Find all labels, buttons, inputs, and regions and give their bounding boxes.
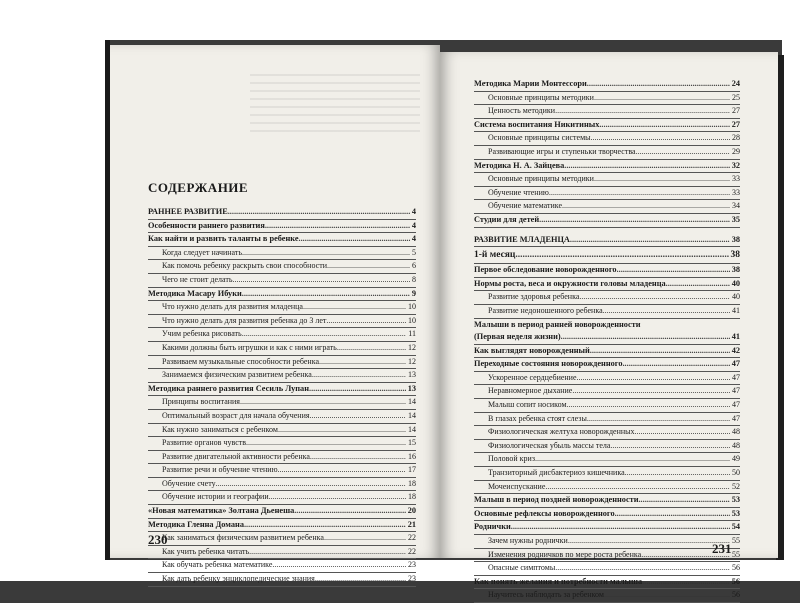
toc-entry-title: Ускоренное сердцебиение [488, 372, 577, 382]
toc-entry-page: 5 [412, 247, 416, 257]
toc-entry [474, 105, 740, 119]
toc-entry-page: 10 [408, 315, 416, 325]
toc-entry [474, 305, 740, 319]
toc-dot-leader [310, 451, 406, 464]
toc-entry-page: 56 [732, 590, 740, 600]
toc-entry-title: Принципы воспитания [162, 397, 240, 407]
toc-entry [148, 356, 416, 370]
toc-entry-page: 23 [408, 560, 416, 570]
toc-entry [474, 345, 740, 359]
toc-entry-page: 34 [732, 201, 740, 211]
toc-dot-leader [303, 301, 406, 314]
toc-dot-leader [617, 264, 730, 277]
toc-entry [148, 478, 416, 492]
toc-entry-title: Неравномерное дыхание [488, 386, 573, 396]
toc-entry-page: 11 [408, 329, 416, 339]
toc-entry-title: Первое обследование новорожденного [474, 265, 617, 275]
toc-dot-leader [535, 453, 730, 466]
toc-entry-page: 14 [408, 397, 416, 407]
toc-entry-title: Оптимальный возраст для начала обучения [162, 410, 310, 420]
toc-entry [148, 274, 416, 288]
toc-dot-leader [568, 535, 730, 548]
toc-entry-title: Как нужно заниматься с ребенком [162, 424, 278, 434]
toc-entry [474, 481, 740, 495]
toc-dot-leader [562, 200, 730, 213]
scan-background-right [782, 0, 800, 581]
toc-entry [474, 92, 740, 106]
toc-dot-leader [570, 234, 730, 247]
toc-entry-page: 38 [730, 250, 740, 261]
toc-entry-page: 54 [731, 522, 740, 532]
toc-entry-page: 13 [408, 370, 416, 380]
toc-entry-title: Когда следует начинать [162, 247, 243, 257]
toc-entry-page: 47 [732, 372, 740, 382]
toc-entry [474, 331, 740, 345]
toc-entry [148, 532, 416, 546]
toc-entry [148, 247, 416, 261]
toc-entry-title: Что нужно делать для развития младенца [162, 302, 303, 312]
toc-entry-title: Научитесь наблюдать за ребенком [488, 590, 604, 600]
toc-dot-leader [555, 105, 730, 118]
toc-entry-page: 38 [731, 234, 740, 244]
toc-entry-page: 4 [411, 234, 416, 244]
toc-entry [474, 576, 740, 590]
toc-entry [474, 562, 740, 576]
toc-entry-title: Переходные состояния новорожденного [474, 359, 623, 369]
toc-entry-page: 13 [407, 383, 416, 393]
toc-entry-title: Особенности раннего развития [148, 220, 265, 230]
toc-dot-leader [315, 573, 406, 586]
toc-entry-title: Изменения родничков по мере роста ребенка [488, 549, 642, 559]
toc-entry-title: Основные принципы методики [488, 92, 594, 102]
toc-entry-page: 4 [411, 207, 416, 216]
toc-entry [148, 328, 416, 342]
toc-dot-leader [319, 356, 406, 369]
toc-dot-leader [216, 478, 406, 491]
toc-entry-page: 50 [732, 468, 740, 478]
toc-entry [474, 234, 740, 248]
toc-entry-title: Основные рефлексы новорожденного [474, 508, 615, 518]
toc-entry-page: 33 [732, 187, 740, 197]
toc-entry-page: 24 [731, 79, 740, 88]
toc-entry [474, 278, 740, 292]
toc-entry [474, 247, 740, 264]
toc-entry-page: 12 [408, 342, 416, 352]
toc-entry-title: Методика Марии Монтессори [474, 79, 587, 88]
toc-entry-page: 55 [732, 549, 740, 559]
toc-entry-page: 8 [412, 274, 416, 284]
toc-entry-page: 38 [731, 265, 740, 275]
toc-entry-title: Методика Масару Ибуки [148, 288, 242, 298]
toc-entry-title: Как дать ребенку энциклопедические знания [162, 574, 315, 584]
toc-entry-title: РАЗВИТИЕ МЛАДЕНЦА [474, 234, 570, 244]
toc-entry-title: Какими должны быть игрушки и как с ними играть [162, 342, 337, 352]
toc-entry-title: Учим ребенка рисовать [162, 329, 242, 339]
toc-dot-leader [594, 92, 730, 105]
toc-entry-page: 41 [732, 305, 740, 315]
toc-dot-leader [327, 260, 410, 273]
toc-left-column [148, 206, 416, 587]
toc-entry-page: 29 [732, 146, 740, 156]
toc-entry-page: 10 [408, 302, 416, 312]
toc-entry-title: Занимаемся физическим развитием ребенка [162, 370, 312, 380]
toc-entry [474, 494, 740, 508]
toc-entry [474, 372, 740, 386]
toc-entry-title: «Новая математика» Золтана Дьенеша [148, 506, 295, 516]
toc-entry-title: Как понять желания и потребности малыша [474, 576, 643, 586]
toc-dot-leader [242, 247, 410, 260]
toc-dot-leader [625, 467, 730, 480]
bleed-through-text [250, 72, 420, 132]
toc-entry-title: Методика раннего развития Сесиль Лупан [148, 383, 309, 393]
toc-entry-page: 47 [731, 359, 740, 369]
page-number-left: 230 [148, 532, 168, 547]
toc-entry-title: Зачем нужны роднички [488, 536, 568, 545]
toc-dot-leader [610, 440, 730, 453]
toc-entry-page: 32 [731, 160, 740, 170]
toc-dot-leader [337, 342, 406, 355]
toc-entry-title: Как выглядят новорожденный [474, 345, 590, 355]
toc-entry-title: Транзиторный дисбактериоз кишечника [488, 468, 625, 478]
toc-dot-leader [572, 385, 730, 398]
toc-entry-page: 18 [408, 492, 416, 502]
toc-entry-page: 22 [408, 533, 416, 543]
toc-dot-leader [228, 206, 410, 219]
toc-entry-title: Основные принципы системы [488, 133, 591, 143]
toc-entry [474, 467, 740, 481]
toc-entry-title: Развитие двигательной активности ребенка [162, 451, 310, 461]
toc-dot-leader [615, 508, 730, 521]
toc-entry-title: Мочеиспускание [488, 481, 546, 491]
toc-entry-page: 14 [408, 424, 416, 434]
toc-entry [474, 291, 740, 305]
scan-background-top [0, 0, 800, 40]
toc-entry-title: Малыш сопит носиком [488, 400, 567, 410]
toc-entry-title: Что нужно делать для развития ребенка до 3 лет [162, 315, 327, 325]
toc-entry [474, 589, 740, 603]
toc-entry [148, 260, 416, 274]
toc-entry-title: Нормы роста, веса и окружности головы младенца [474, 278, 666, 288]
toc-entry-page: 4 [411, 220, 416, 230]
toc-entry [474, 264, 740, 278]
toc-dot-leader [278, 424, 406, 437]
toc-dot-leader [594, 173, 730, 186]
toc-dot-leader [244, 519, 406, 532]
toc-entry [474, 521, 740, 535]
toc-dot-leader [599, 119, 729, 132]
toc-dot-leader [242, 328, 407, 341]
toc-entry-title: 1-й месяц [474, 250, 516, 261]
toc-dot-leader [246, 437, 406, 450]
toc-right-column [474, 78, 740, 603]
toc-entry [474, 413, 740, 427]
toc-entry-page: 22 [408, 546, 416, 556]
toc-entry-title: Как учить ребенка читать [162, 546, 250, 556]
toc-entry [148, 519, 416, 533]
toc-dot-leader [294, 505, 405, 518]
page-number-right: 231 [712, 541, 732, 556]
toc-entry-page: 35 [731, 214, 740, 224]
toc-dot-leader [265, 220, 410, 233]
toc-entry [148, 315, 416, 329]
toc-entry-title: Как помочь ребенку раскрыть свои способности [162, 261, 327, 271]
toc-dot-leader [309, 383, 406, 396]
toc-entry [474, 549, 740, 563]
toc-entry [148, 301, 416, 315]
toc-entry-page: 53 [731, 508, 740, 518]
toc-entry-title: В глазах ребенка стоят слезы [488, 413, 587, 423]
toc-entry [148, 369, 416, 383]
toc-entry-title: Как заниматься физическим развитием ребенка [162, 533, 324, 543]
toc-entry-title: Обучение математике [488, 201, 562, 211]
toc-entry [474, 453, 740, 467]
toc-entry-page: 41 [731, 332, 740, 342]
toc-dot-leader [511, 521, 730, 534]
toc-dot-leader [638, 494, 729, 507]
toc-entry-title: Малыш в период поздней новорожденности [474, 495, 639, 505]
toc-dot-leader [587, 78, 730, 91]
toc-entry-page: 52 [732, 481, 740, 491]
toc-entry-page: 25 [732, 92, 740, 102]
toc-dot-leader [591, 132, 730, 145]
toc-dot-leader [603, 305, 730, 318]
toc-dot-leader [635, 426, 730, 439]
toc-entry [148, 546, 416, 560]
toc-entry-page: 49 [732, 454, 740, 464]
toc-entry [474, 214, 740, 228]
toc-entry-title: Методика Н. А. Зайцева [474, 160, 565, 170]
toc-entry-page: 53 [731, 495, 740, 505]
toc-entry-title: Обучение счету [162, 478, 216, 488]
toc-dot-leader [561, 331, 730, 344]
toc-entry [474, 78, 740, 92]
toc-entry-title: Физиологическая желтуха новорожденных [488, 427, 635, 437]
toc-entry-title: Ценность методики [488, 106, 556, 116]
toc-entry [474, 385, 740, 399]
toc-dot-leader [324, 532, 406, 545]
toc-entry [148, 206, 416, 220]
toc-entry-page: 15 [408, 438, 416, 448]
toc-dot-leader [515, 247, 728, 263]
toc-entry-title: Чего не стоит делать [162, 274, 233, 284]
toc-entry-title: Развитие здоровья ребенка [488, 292, 580, 302]
toc-entry [148, 491, 416, 505]
toc-entry-title: Развивающие игры и ступеньки творчества [488, 146, 636, 156]
toc-entry-page: 40 [731, 278, 740, 288]
toc-dot-leader [622, 358, 729, 371]
toc-entry-page: 40 [732, 292, 740, 302]
toc-entry [148, 505, 416, 519]
toc-dot-leader [642, 576, 730, 589]
toc-dot-leader [545, 481, 730, 494]
toc-entry-title: Студии для детей [474, 214, 540, 224]
toc-entry [474, 426, 740, 440]
toc-entry-title: Основные принципы методики [488, 174, 594, 184]
toc-dot-leader [326, 315, 406, 328]
toc-entry [148, 559, 416, 573]
toc-entry [474, 200, 740, 214]
toc-entry-page: 18 [408, 478, 416, 488]
toc-entry [474, 358, 740, 372]
toc-entry-page: 48 [732, 440, 740, 450]
toc-dot-leader [232, 274, 410, 287]
toc-dot-leader [278, 464, 406, 477]
toc-dot-leader [666, 278, 730, 291]
toc-dot-leader [269, 491, 406, 504]
toc-entry-title: Методика Гленна Домана [148, 519, 244, 529]
toc-entry-page: 28 [732, 133, 740, 143]
toc-entry-title: Развиваем музыкальные способности ребенка [162, 356, 320, 366]
toc-entry [148, 424, 416, 438]
toc-entry [148, 410, 416, 424]
toc-entry-page: 56 [732, 563, 740, 573]
toc-entry-page: 20 [407, 506, 416, 516]
toc-entry-page: 12 [408, 356, 416, 366]
toc-entry-title: Как найти и развить таланты в ребенке [148, 234, 299, 244]
toc-entry-page: 6 [412, 261, 416, 271]
toc-entry [474, 146, 740, 160]
toc-entry-page: 23 [408, 574, 416, 584]
toc-entry-page: 17 [408, 465, 416, 475]
toc-entry [148, 573, 416, 587]
toc-entry [474, 399, 740, 413]
toc-entry-page: 56 [731, 576, 740, 586]
toc-dot-leader [299, 233, 410, 246]
toc-entry-page: 47 [732, 400, 740, 410]
scan-background-left [0, 0, 105, 581]
toc-entry [148, 451, 416, 465]
toc-entry [474, 119, 740, 133]
toc-entry-page: 16 [408, 451, 416, 461]
toc-entry-page: 33 [732, 174, 740, 184]
toc-dot-leader [564, 160, 729, 173]
toc-entry-page: 47 [732, 386, 740, 396]
contents-heading: СОДЕРЖАНИЕ [148, 180, 249, 195]
toc-dot-leader [272, 559, 406, 572]
toc-entry [148, 396, 416, 410]
toc-entry-title: Физиологическая убыль массы тела [488, 440, 611, 450]
toc-entry-page: 27 [731, 119, 740, 129]
toc-entry-title: Обучение истории и географии [162, 492, 269, 502]
toc-entry [148, 342, 416, 356]
toc-dot-leader [590, 345, 730, 358]
toc-dot-leader [240, 396, 406, 409]
toc-entry-page: 14 [408, 410, 416, 420]
toc-entry [474, 187, 740, 201]
toc-entry-title: Как обучать ребенка математике [162, 560, 273, 570]
toc-entry-title: Половой криз [488, 454, 535, 464]
toc-entry [474, 508, 740, 522]
toc-entry-title: Развитие недоношенного ребенка [488, 305, 603, 315]
toc-entry-page: 9 [411, 288, 416, 298]
toc-dot-leader [312, 369, 406, 382]
toc-entry [148, 437, 416, 451]
toc-entry-title: Малыши в период ранней новорожденности [474, 319, 641, 329]
toc-entry-page: 48 [732, 427, 740, 437]
toc-entry-title: Развитие речи и обучение чтению [162, 465, 278, 475]
toc-entry-title: Обучение чтению [488, 187, 549, 197]
toc-entry-page: 47 [732, 413, 740, 423]
toc-entry-title: Развитие органов чувств [162, 438, 247, 448]
toc-dot-leader [579, 291, 730, 304]
toc-entry-page: 55 [732, 536, 740, 545]
toc-entry [474, 173, 740, 187]
toc-entry-page: 27 [732, 106, 740, 116]
toc-entry [148, 220, 416, 234]
toc-dot-leader [604, 589, 730, 602]
toc-dot-leader [242, 288, 410, 301]
toc-entry-title: Система воспитания Никитиных [474, 119, 600, 129]
toc-entry [474, 535, 740, 549]
toc-entry [148, 383, 416, 397]
toc-entry [474, 319, 740, 332]
toc-entry-title: РАННЕЕ РАЗВИТИЕ [148, 207, 228, 216]
toc-entry-title: Роднички [474, 522, 511, 532]
toc-entry [148, 233, 416, 247]
toc-dot-leader [636, 146, 730, 159]
toc-dot-leader [549, 187, 730, 200]
toc-dot-leader [567, 399, 730, 412]
toc-dot-leader [577, 372, 730, 385]
toc-entry-title: (Первая неделя жизни) [474, 332, 561, 342]
toc-entry-page: 42 [731, 345, 740, 355]
toc-entry-page: 21 [407, 519, 416, 529]
toc-entry-title: Опасные симптомы [488, 563, 556, 573]
toc-entry [474, 132, 740, 146]
toc-entry [474, 160, 740, 174]
toc-dot-leader [587, 413, 730, 426]
toc-dot-leader [555, 562, 730, 575]
toc-entry [148, 464, 416, 478]
toc-dot-leader [249, 546, 406, 559]
toc-entry [474, 440, 740, 454]
toc-dot-leader [310, 410, 406, 423]
toc-entry [148, 288, 416, 302]
toc-dot-leader [539, 214, 730, 227]
